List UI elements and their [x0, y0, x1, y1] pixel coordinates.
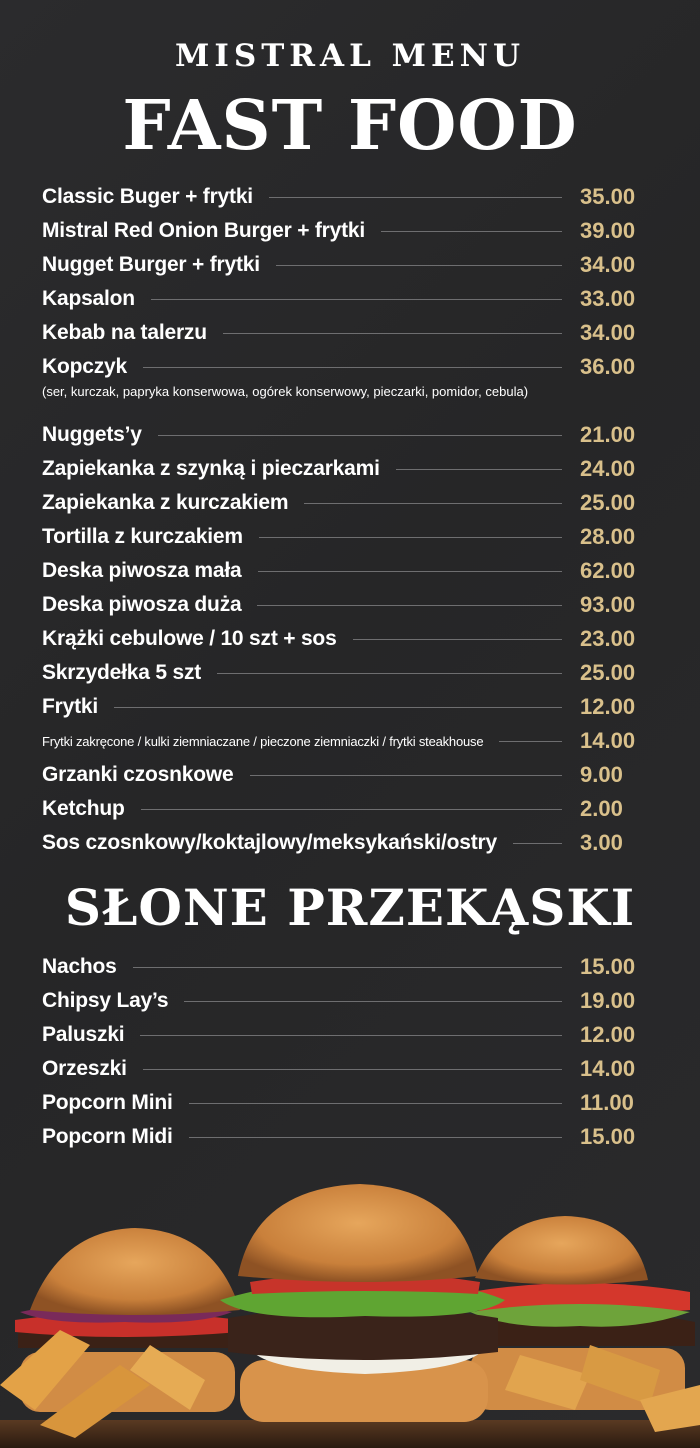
- leader-line: [217, 673, 562, 674]
- menu-item: [42, 418, 638, 452]
- menu-item: [42, 248, 638, 282]
- leader-line: [143, 367, 562, 368]
- leader-line: [257, 605, 562, 606]
- leader-line: [304, 503, 562, 504]
- item-name: Chipsy Lay’s: [42, 989, 169, 1012]
- item-name: Orzeszki: [42, 1057, 127, 1080]
- item-price: 14.00: [580, 1056, 636, 1081]
- menu-item: [42, 690, 638, 724]
- kopczyk-ingredients-note: (ser, kurczak, papryka konserwowa, ogórek konserwowy, pieczarki, pomidor, cebula): [42, 384, 529, 399]
- menu-item: [42, 984, 638, 1018]
- item-price: 33.00: [580, 286, 636, 311]
- leader-line: [141, 809, 562, 810]
- menu-item: [42, 826, 638, 860]
- item-price: 3.00: [580, 830, 623, 855]
- item-price: 11.00: [580, 1090, 634, 1115]
- item-price: 9.00: [580, 762, 623, 787]
- menu-brand: MISTRAL MENU: [175, 38, 525, 74]
- item-price: 39.00: [580, 218, 636, 243]
- menu-item: [42, 214, 638, 248]
- item-price: 34.00: [580, 252, 636, 277]
- menu-item: [42, 1052, 638, 1086]
- item-price: 12.00: [580, 694, 636, 719]
- item-price: 15.00: [580, 1124, 636, 1149]
- item-price: 24.00: [580, 456, 636, 481]
- item-price: 34.00: [580, 320, 636, 345]
- leader-line: [140, 1035, 562, 1036]
- item-price: 2.00: [580, 796, 623, 821]
- item-name: Ketchup: [42, 797, 125, 820]
- menu-item: [42, 656, 638, 690]
- leader-line: [396, 469, 562, 470]
- section-title-fast-food: FAST FOOD: [122, 86, 578, 166]
- leader-line: [143, 1069, 562, 1070]
- item-name: Deska piwosza mała: [42, 559, 242, 582]
- leader-line: [151, 299, 562, 300]
- item-name: Nuggets’y: [42, 423, 142, 446]
- item-name: Nachos: [42, 955, 117, 978]
- menu-item: [42, 1086, 638, 1120]
- leader-line: [223, 333, 562, 334]
- leader-line: [269, 197, 562, 198]
- item-price: 25.00: [580, 660, 636, 685]
- menu-item: [42, 622, 638, 656]
- item-name: Paluszki: [42, 1023, 125, 1046]
- menu-item: [42, 1120, 638, 1154]
- item-price: 36.00: [580, 354, 636, 379]
- section-title-salty-snacks: SŁONE PRZEKĄSKI: [64, 878, 636, 937]
- item-price: 19.00: [580, 988, 636, 1013]
- item-name: Classic Buger + frytki: [42, 185, 253, 208]
- menu-item: [42, 180, 638, 214]
- item-price: 12.00: [580, 1022, 636, 1047]
- item-name: Tortilla z kurczakiem: [42, 525, 243, 548]
- menu-item: [42, 792, 638, 826]
- leader-line: [381, 231, 562, 232]
- item-name: Mistral Red Onion Burger + frytki: [42, 219, 366, 242]
- leader-line: [184, 1001, 562, 1002]
- item-price: 23.00: [580, 626, 636, 651]
- leader-line: [258, 571, 563, 572]
- leader-line: [133, 967, 562, 968]
- leader-line: [259, 537, 562, 538]
- item-price: 62.00: [580, 558, 636, 583]
- menu-item: [42, 282, 638, 316]
- item-price: 14.00: [580, 728, 636, 753]
- menu-item: [42, 350, 638, 384]
- item-name: Popcorn Mini: [42, 1091, 173, 1114]
- leader-line: [250, 775, 563, 776]
- leader-line: [353, 639, 562, 640]
- item-name: Kopczyk: [42, 355, 127, 378]
- menu-item: [42, 486, 638, 520]
- item-name: Krążki cebulowe / 10 szt + sos: [42, 627, 337, 650]
- center-burger: [220, 1184, 505, 1422]
- menu-item: [42, 1018, 638, 1052]
- leader-line: [276, 265, 562, 266]
- item-name: Zapiekanka z kurczakiem: [42, 491, 289, 514]
- leader-line: [189, 1103, 562, 1104]
- wooden-board: [0, 1420, 700, 1448]
- menu-item: [42, 758, 638, 792]
- menu-item: [42, 554, 638, 588]
- leader-line: [499, 741, 562, 742]
- item-name: Skrzydełka 5 szt: [42, 661, 202, 684]
- item-name: Popcorn Midi: [42, 1125, 173, 1148]
- item-name: Zapiekanka z szynką i pieczarkami: [42, 457, 380, 480]
- leader-line: [114, 707, 562, 708]
- item-name: Kapsalon: [42, 287, 135, 310]
- item-price: 93.00: [580, 592, 636, 617]
- item-price: 25.00: [580, 490, 636, 515]
- leader-line: [189, 1137, 562, 1138]
- item-name: Deska piwosza duża: [42, 593, 242, 616]
- menu-item: [42, 950, 638, 984]
- item-name: Grzanki czosnkowe: [42, 763, 234, 786]
- menu-item: [42, 724, 638, 758]
- item-price: 15.00: [580, 954, 636, 979]
- menu-item: [42, 588, 638, 622]
- item-name: Frytki: [42, 695, 98, 718]
- menu-item: [42, 520, 638, 554]
- menu-item: [42, 452, 638, 486]
- menu-item: [42, 316, 638, 350]
- item-name: Nugget Burger + frytki: [42, 253, 260, 276]
- item-name: Sos czosnkowy/koktajlowy/meksykański/ostry: [42, 831, 497, 854]
- item-price: 35.00: [580, 184, 636, 209]
- item-name: Kebab na talerzu: [42, 321, 207, 344]
- item-name: Frytki zakręcone / kulki ziemniaczane / pieczone ziemniaczki / frytki steakhouse: [42, 733, 484, 749]
- item-price: 21.00: [580, 422, 636, 447]
- burgers-illustration: [0, 1170, 700, 1448]
- item-price: 28.00: [580, 524, 636, 549]
- leader-line: [513, 843, 562, 844]
- leader-line: [158, 435, 562, 436]
